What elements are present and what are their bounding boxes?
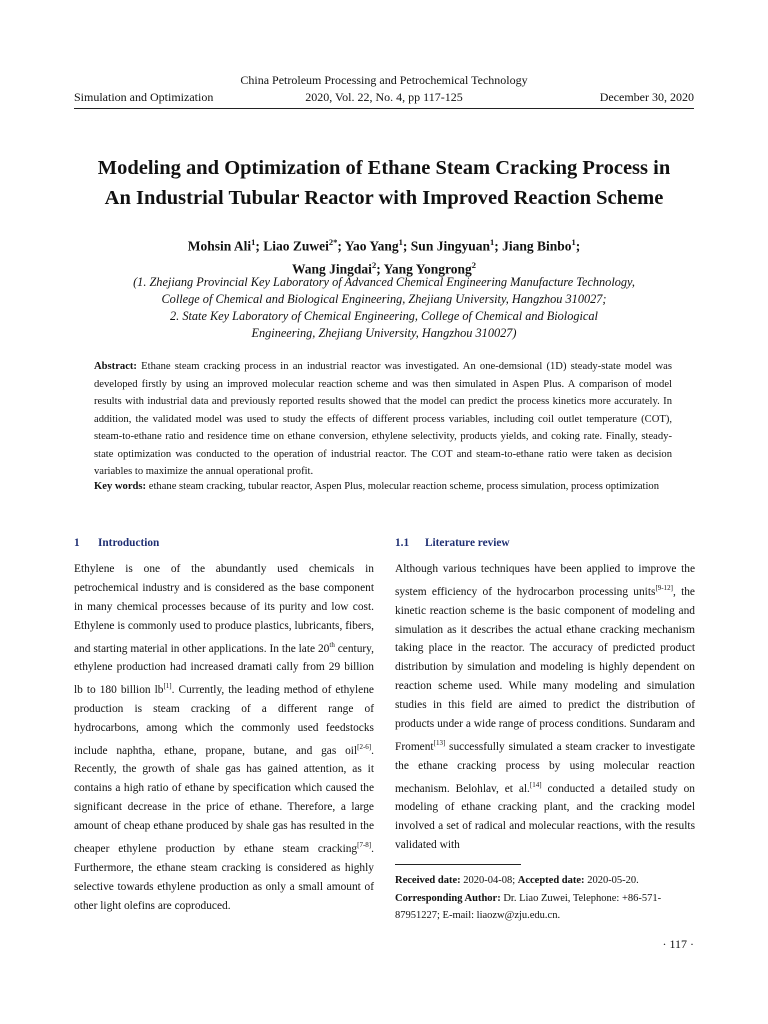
body-text: conducted a detailed study on modeling of ethane cracking plant, and the cracking model involved a set of radical and molecular reactions, with the results validated with bbox=[395, 782, 695, 852]
keywords bbox=[94, 478, 672, 496]
section-number: 1 bbox=[74, 537, 80, 549]
body-text: . Currently, the leading method of ethylene production is steam cracking of a different range of hydrocarbons, among which the commonly used feedstocks include naphtha, ethane, propane, butane, and gas oil bbox=[74, 684, 374, 757]
title-line-2: An Industrial Tubular Reactor with Improved Reaction Scheme bbox=[104, 187, 664, 209]
body-text: , the kinetic reaction scheme is the basic component of modeling and simulation as it describes the actual ethane cracking mechanism taking place in the reactor. The accuracy of predicted product distribution by simulation and modeling is highly dependent on reaction scheme used. While many modeling and simulation studies in this field are aimed to predict the distribution of products under a wide range of process conditions. Sundaram and Froment bbox=[395, 585, 695, 753]
author-name: Jiang Binbo bbox=[502, 238, 572, 254]
footnote bbox=[395, 872, 695, 925]
body-text: century, ethylene production had increased dramati cally from 29 billion lb to 180 billion lb bbox=[74, 642, 374, 697]
author-affil-sup: 2 bbox=[471, 259, 476, 270]
author-affil-sup: 2 bbox=[371, 259, 377, 270]
author-affil-sup: 1 bbox=[251, 237, 256, 247]
citation: [1] bbox=[163, 682, 172, 691]
title-line-1: Modeling and Optimization of Ethane Steam Cracking Process in bbox=[97, 157, 671, 179]
author-name: Yang Yongrong bbox=[383, 261, 472, 276]
header-rule bbox=[74, 108, 694, 109]
author-affil-sup: 1 bbox=[489, 237, 495, 247]
author-list bbox=[40, 233, 728, 278]
journal-name: China Petroleum Processing and Petrochemical Technology bbox=[240, 73, 528, 87]
affiliations bbox=[40, 274, 728, 342]
author-name: Liao Zuwei bbox=[263, 238, 329, 254]
body-text: . Furthermore, the ethane steam cracking is considered as highly selective towards ethylene production as only a small amount of other light olefins are coproduced. bbox=[74, 842, 374, 912]
affiliation-line: Engineering, Zhejiang University, Hangzhou 310027) bbox=[251, 326, 517, 340]
keywords-label: Key words: bbox=[94, 481, 147, 492]
citation: [13] bbox=[433, 738, 446, 747]
affiliation-line: 2. State Key Laboratory of Chemical Engineering, College of Chemical and Biological bbox=[170, 309, 598, 323]
body-text: . Recently, the growth of shale gas has gained attention, as it contains a high ratio of ethane by specification which caused the significant decrease in the price of ethane. Therefore, a large amount of cheap ethane produced by shale gas has resulted in the cheaper ethylene production by ethane steam cracking bbox=[74, 744, 374, 855]
issue-info: 2020, Vol. 22, No. 4, pp 117-125 bbox=[305, 90, 463, 104]
received-date: 2020-04-08; bbox=[463, 875, 516, 886]
abstract-text: Ethane steam cracking process in an industrial reactor was investigated. An one-demsional (1D) steady-state model was developed firstly by using an improved molecular reaction scheme and was then simulated in Aspen Plus. A comparison of model results with industrial data and previously reported results showed that the model can predict the process kinetics more accurately. In addition, the validated model was used to study the effects of different process variables, including coil outlet temperature (COT), steam-to-ethane ratio and residence time on ethane conversion, ethylene selectivity, products yields, and coking rate. Finally, steady-state optimization was conducted to the operation of industrial reactor. The COT and steam-to-ethane ratio were taken as decision variables to maximize the annual operational profit. bbox=[94, 361, 673, 477]
accepted-date: 2020-05-20. bbox=[587, 875, 639, 886]
author-name: Mohsin Ali bbox=[187, 238, 252, 254]
section-heading-introduction bbox=[74, 537, 159, 549]
author-line-1: Mohsin Ali$^1$; Liao Zuwei$^{2*}$; Yao Yang$^1$; Sun Jingyuan$^1$; Jiang Binbo$^1$; bbox=[187, 237, 581, 254]
author-name: Yao Yang bbox=[344, 238, 399, 254]
author-name: Wang Jingdai bbox=[292, 261, 372, 276]
section-title: Literature review bbox=[425, 537, 510, 549]
author-name: Sun Jingyuan bbox=[410, 238, 490, 254]
citation: [7-8] bbox=[357, 841, 372, 850]
abstract bbox=[94, 358, 672, 481]
introduction-body bbox=[74, 560, 374, 916]
issue-date: December 30, 2020 bbox=[599, 90, 694, 104]
superscript: th bbox=[329, 640, 335, 649]
footnote-rule bbox=[395, 864, 521, 865]
citation: [9-12] bbox=[655, 583, 673, 592]
author-affil-sup: 1 bbox=[398, 237, 403, 247]
section-title: Introduction bbox=[98, 537, 160, 549]
corresponding-info: Dr. Liao Zuwei, Telephone: +86-571-87951227; E-mail: liaozw@zju.edu.cn. bbox=[395, 892, 662, 921]
body-text: Ethylene is one of the abundantly used chemicals in petrochemical industry and is considered as the base component in many chemical processes because of its purity and low cost. Ethylene is commonly used to produce plastics, lubricants, fibers, and starting material in other applications. In the late 20 bbox=[74, 563, 374, 655]
section-label: Simulation and Optimization bbox=[74, 90, 214, 104]
affiliation-line: (1. Zhejiang Provincial Key Laboratory of Advanced Chemical Engineering Manufacture Technology, bbox=[133, 275, 635, 289]
page-number: · 117 · bbox=[662, 937, 694, 951]
section-number: 1.1 bbox=[395, 537, 410, 549]
affiliation-line: College of Chemical and Biological Engineering, Zhejiang University, Hangzhou 310027; bbox=[161, 292, 607, 306]
corresponding-label: Corresponding Author: bbox=[395, 892, 501, 904]
running-header bbox=[74, 90, 694, 106]
keywords-text: ethane steam cracking, tubular reactor, Aspen Plus, molecular reaction scheme, process simulation, process optimization bbox=[148, 481, 660, 492]
paper-title bbox=[40, 153, 728, 213]
received-label: Received date: bbox=[395, 875, 461, 886]
abstract-label: Abstract: bbox=[94, 361, 137, 372]
author-affil-sup: 2* bbox=[328, 237, 338, 247]
section-heading-literature-review bbox=[395, 537, 510, 549]
footnote-corresponding bbox=[395, 890, 695, 925]
literature-review-body bbox=[395, 560, 695, 855]
author-line-2: Wang Jingdai$^2$; Yang Yongrong$^2$ bbox=[292, 259, 476, 276]
citation: [2-6] bbox=[357, 742, 372, 751]
citation: [14] bbox=[529, 780, 542, 789]
body-text: successfully simulated a steam cracker to investigate the ethane cracking process by using molecular reaction mechanism. Belohlav, et al. bbox=[395, 740, 695, 795]
accepted-label: Accepted date: bbox=[517, 875, 585, 886]
author-affil-sup: 1 bbox=[571, 237, 576, 247]
footnote-dates bbox=[395, 872, 695, 890]
body-text: Although various techniques have been applied to improve the system efficiency of the hydrocarbon processing units bbox=[395, 563, 695, 598]
